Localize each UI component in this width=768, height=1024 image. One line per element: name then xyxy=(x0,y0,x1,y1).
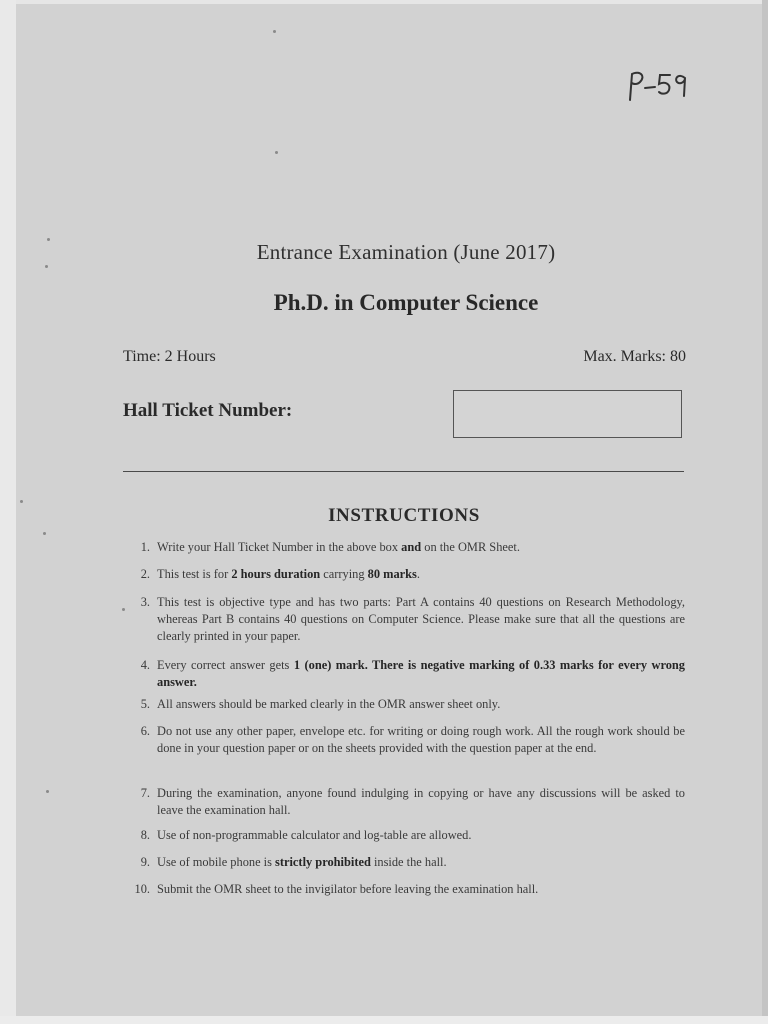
instruction-emphasis: and xyxy=(401,540,422,554)
instruction-emphasis: 2 hours duration xyxy=(231,567,321,581)
instruction-text xyxy=(157,785,685,819)
instruction-fragment: Use of mobile phone is xyxy=(157,855,276,869)
scan-speck xyxy=(46,790,49,793)
instruction-fragment: Submit the OMR sheet to the invigilator before leaving the examination hall. xyxy=(157,882,539,896)
instruction-fragment: carrying xyxy=(320,567,368,581)
handwritten-code-drawing xyxy=(624,66,694,104)
scan-speck xyxy=(45,265,48,268)
instruction-text xyxy=(157,881,685,898)
hall-ticket-number-box[interactable] xyxy=(453,390,682,438)
instruction-text xyxy=(157,723,685,757)
instruction-number: 7. xyxy=(140,786,150,800)
instruction-fragment: During the examination, anyone found indulging in copying or have any discussions will be asked to leave the examination hall. xyxy=(157,786,685,817)
instruction-fragment: Every correct answer gets xyxy=(157,658,294,672)
instruction-number: 10. xyxy=(134,882,150,896)
instruction-fragment: This test is for xyxy=(157,567,232,581)
instruction-fragment: Do not use any other paper, envelope etc. for writing or doing rough work. All the rough work should be done in your question paper or on the sheets provided with the question paper at the end. xyxy=(157,724,685,755)
divider xyxy=(123,471,684,472)
instruction-number: 1. xyxy=(140,540,150,554)
instruction-fragment: . xyxy=(416,567,420,581)
instruction-number: 6. xyxy=(140,724,150,738)
instruction-fragment: Use of non-programmable calculator and log-table are allowed. xyxy=(157,828,472,842)
scan-speck xyxy=(122,608,125,611)
instruction-emphasis: 1 (one) mark. There is negative marking of 0.33 marks for every wrong answer. xyxy=(157,658,685,689)
scan-edge xyxy=(762,0,768,1024)
scan-edge xyxy=(0,0,16,1024)
scan-speck xyxy=(20,500,23,503)
hall-ticket-label: Hall Ticket Number: xyxy=(123,400,293,421)
exam-duration: Time: 2 Hours xyxy=(123,348,216,365)
instruction-text xyxy=(157,854,685,871)
instruction-emphasis: strictly prohibited xyxy=(275,855,371,869)
instruction-number: 2. xyxy=(140,567,150,581)
instruction-fragment: All answers should be marked clearly in the OMR answer sheet only. xyxy=(157,697,501,711)
scan-speck xyxy=(273,30,276,33)
instruction-text xyxy=(157,566,685,583)
scan-speck xyxy=(43,532,46,535)
scan-edge xyxy=(0,0,768,4)
instruction-number: 8. xyxy=(140,828,150,842)
instruction-text xyxy=(157,594,685,645)
instruction-number: 9. xyxy=(140,855,150,869)
max-marks: Max. Marks: 80 xyxy=(583,348,686,365)
scan-speck xyxy=(275,151,278,154)
scan-edge xyxy=(0,1016,768,1024)
instruction-text xyxy=(157,696,685,713)
instructions-heading: INSTRUCTIONS xyxy=(328,505,480,526)
program-title: Ph.D. in Computer Science xyxy=(273,290,539,315)
handwritten-page-code xyxy=(624,66,694,104)
instruction-fragment: on the OMR Sheet. xyxy=(421,540,520,554)
scan-speck xyxy=(47,238,50,241)
exam-title: Entrance Examination (June 2017) xyxy=(256,240,556,264)
instruction-number: 3. xyxy=(140,595,150,609)
instruction-fragment: Write your Hall Ticket Number in the above box xyxy=(157,540,402,554)
instruction-number: 5. xyxy=(140,697,150,711)
instruction-fragment: inside the hall. xyxy=(370,855,447,869)
instruction-text xyxy=(157,657,685,691)
instruction-text xyxy=(157,827,685,844)
instruction-number: 4. xyxy=(140,658,150,672)
instruction-emphasis: 80 marks xyxy=(367,567,417,581)
instruction-text xyxy=(157,539,685,556)
instruction-fragment: This test is objective type and has two parts: Part A contains 40 questions on Research Methodology, whereas Part B contains 40 questions on Computer Science. Please make sure that all the questions are clearly printed in your paper. xyxy=(157,595,685,643)
